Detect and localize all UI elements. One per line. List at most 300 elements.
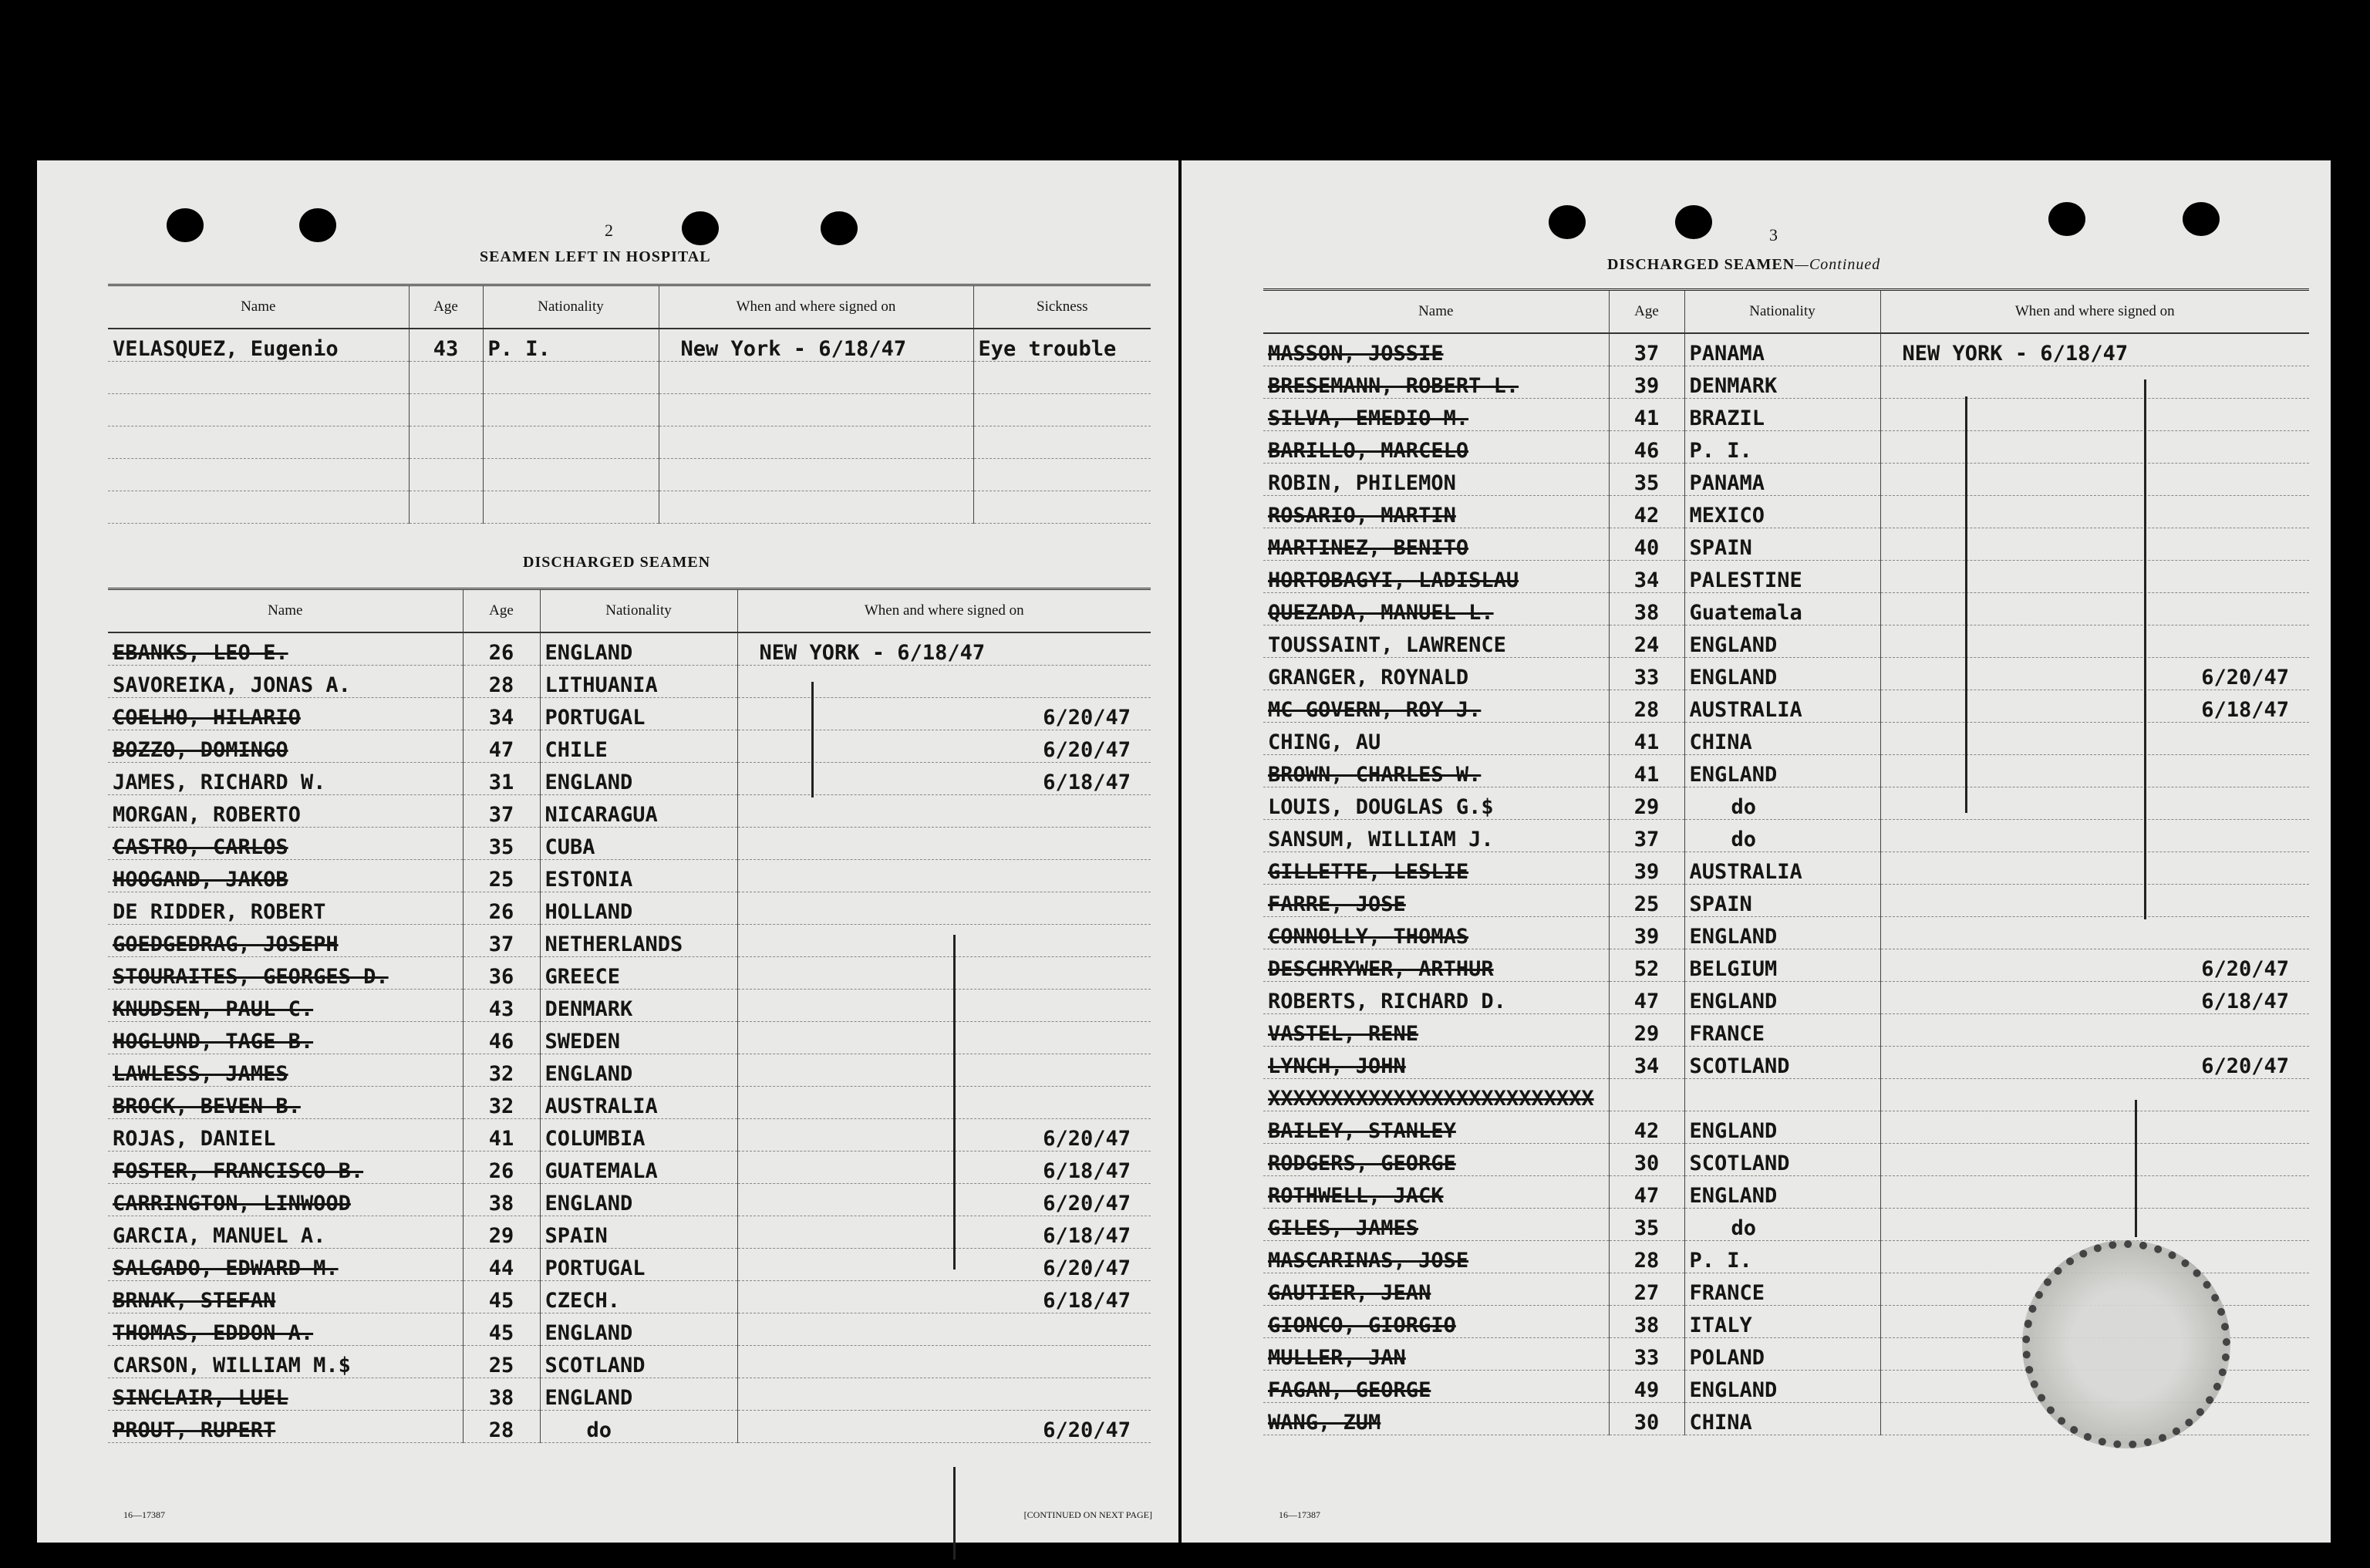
age-cell: 26 bbox=[463, 632, 540, 666]
age-cell: 42 bbox=[1609, 496, 1684, 528]
age-cell: 44 bbox=[463, 1249, 540, 1281]
ditto-line bbox=[1965, 396, 1967, 813]
blank-cell bbox=[108, 427, 409, 459]
nationality-cell: ENGLAND bbox=[540, 1054, 737, 1087]
punch-hole bbox=[1549, 205, 1586, 239]
page-number: 3 bbox=[1769, 225, 1778, 244]
name-cell bbox=[108, 632, 463, 666]
age-cell: 41 bbox=[1609, 723, 1684, 755]
blank-cell bbox=[108, 459, 409, 491]
name-cell bbox=[108, 1184, 463, 1216]
nationality-cell: ENGLAND bbox=[1684, 1371, 1880, 1403]
age-cell: 47 bbox=[1609, 982, 1684, 1014]
when-cell: 6/18/47 bbox=[737, 1216, 1151, 1249]
seaman-name: MARTINEZ, BENITO bbox=[1268, 536, 1469, 560]
name-cell bbox=[1263, 658, 1609, 690]
blank-cell bbox=[108, 362, 409, 394]
blank-cell bbox=[973, 491, 1151, 524]
table-row bbox=[108, 1022, 1151, 1054]
seaman-name: LYNCH, JOHN bbox=[1268, 1054, 1406, 1078]
column-header-nationality: Nationality bbox=[540, 589, 737, 633]
table-row bbox=[108, 1119, 1151, 1152]
blank-cell bbox=[409, 427, 483, 459]
name-cell bbox=[1263, 1241, 1609, 1273]
seaman-name: SALGADO, EDWARD M. bbox=[113, 1256, 339, 1280]
when-cell bbox=[737, 1378, 1151, 1411]
hospital-table bbox=[108, 284, 1151, 524]
when-cell bbox=[737, 957, 1151, 990]
name-cell bbox=[1263, 690, 1609, 723]
age-cell: 47 bbox=[1609, 1176, 1684, 1209]
seaman-name: BRNAK, STEFAN bbox=[113, 1289, 276, 1313]
column-header-name: Name bbox=[108, 589, 463, 633]
nationality-cell: NICARAGUA bbox=[540, 795, 737, 828]
seaman-name: ROTHWELL, JACK bbox=[1268, 1184, 1444, 1208]
blank-cell bbox=[973, 362, 1151, 394]
when-cell: 6/20/47 bbox=[1880, 1047, 2309, 1079]
name-cell bbox=[1263, 496, 1609, 528]
when-cell: 6/20/47 bbox=[737, 730, 1151, 763]
name-cell bbox=[108, 1378, 463, 1411]
name-cell bbox=[1263, 1144, 1609, 1176]
ditto-line bbox=[953, 1467, 956, 1560]
seaman-name: SAVOREIKA, JONAS A. bbox=[113, 673, 351, 697]
seaman-name: MULLER, JAN bbox=[1268, 1346, 1406, 1370]
name-cell bbox=[108, 329, 409, 362]
when-cell bbox=[1880, 1014, 2309, 1047]
seaman-name: GILLETTE, LESLIE bbox=[1268, 860, 1469, 884]
seaman-name: BOZZO, DOMINGO bbox=[113, 738, 288, 762]
age-cell: 45 bbox=[463, 1281, 540, 1313]
column-header-nationality: Nationality bbox=[1684, 290, 1880, 334]
table-row bbox=[108, 763, 1151, 795]
nationality-cell: CHILE bbox=[540, 730, 737, 763]
name-cell bbox=[108, 666, 463, 698]
table-row bbox=[1263, 723, 2309, 755]
nationality-cell: BRAZIL bbox=[1684, 399, 1880, 431]
when-cell bbox=[1880, 496, 2309, 528]
age-cell: 35 bbox=[463, 828, 540, 860]
when-cell bbox=[1880, 1079, 2309, 1111]
discharged-heading: DISCHARGED SEAMEN bbox=[523, 554, 711, 571]
seaman-name: GOEDGEDRAG, JOSEPH bbox=[113, 932, 339, 956]
seaman-name: RODGERS, GEORGE bbox=[1268, 1152, 1456, 1175]
name-cell bbox=[1263, 917, 1609, 949]
table-row bbox=[108, 795, 1151, 828]
seaman-name: MC GOVERN, ROY J. bbox=[1268, 698, 1482, 722]
name-cell bbox=[108, 1216, 463, 1249]
seaman-name: QUEZADA, MANUEL L. bbox=[1268, 601, 1494, 625]
form-number: 16—17387 bbox=[123, 1509, 165, 1520]
nationality-cell: PORTUGAL bbox=[540, 698, 737, 730]
nationality-cell: PALESTINE bbox=[1684, 561, 1880, 593]
nationality-cell: BELGIUM bbox=[1684, 949, 1880, 982]
nationality-cell bbox=[1684, 1079, 1880, 1111]
when-cell bbox=[737, 1087, 1151, 1119]
nationality-cell: ENGLAND bbox=[1684, 755, 1880, 787]
ditto-line bbox=[2144, 379, 2146, 919]
seaman-name: MORGAN, ROBERTO bbox=[113, 803, 301, 827]
name-cell bbox=[108, 892, 463, 925]
when-cell bbox=[1880, 885, 2309, 917]
when-cell bbox=[1880, 820, 2309, 852]
name-cell bbox=[1263, 1209, 1609, 1241]
seaman-name: COELHO, HILARIO bbox=[113, 706, 301, 730]
table-row bbox=[1263, 1079, 2309, 1111]
name-cell bbox=[108, 1152, 463, 1184]
name-cell bbox=[1263, 431, 1609, 464]
age-cell: 37 bbox=[463, 795, 540, 828]
age-cell: 28 bbox=[463, 1411, 540, 1443]
age-cell: 46 bbox=[1609, 431, 1684, 464]
name-cell bbox=[108, 1022, 463, 1054]
age-cell: 30 bbox=[1609, 1144, 1684, 1176]
table-row bbox=[108, 990, 1151, 1022]
when-cell: 6/20/47 bbox=[737, 1411, 1151, 1443]
name-cell bbox=[1263, 787, 1609, 820]
blank-cell bbox=[659, 427, 973, 459]
name-cell bbox=[108, 1249, 463, 1281]
when-cell bbox=[1880, 917, 2309, 949]
age-cell: 39 bbox=[1609, 852, 1684, 885]
seaman-name: PROUT, RUPERT bbox=[113, 1418, 276, 1442]
age-cell: 46 bbox=[463, 1022, 540, 1054]
nationality-cell: CZECH. bbox=[540, 1281, 737, 1313]
table-row bbox=[1263, 1111, 2309, 1144]
when-cell: New York - 6/18/47 bbox=[659, 329, 973, 362]
table-row bbox=[1263, 593, 2309, 626]
nationality-cell: COLUMBIA bbox=[540, 1119, 737, 1152]
seaman-name: DESCHRYWER, ARTHUR bbox=[1268, 957, 1494, 981]
seaman-name: STOURAITES, GEORGES D. bbox=[113, 965, 389, 989]
table-row bbox=[1263, 949, 2309, 982]
when-cell: 6/18/47 bbox=[1880, 690, 2309, 723]
table-row bbox=[108, 632, 1151, 666]
table-row bbox=[1263, 1209, 2309, 1241]
column-header-when: When and where signed on bbox=[737, 589, 1151, 633]
table-row bbox=[108, 1184, 1151, 1216]
name-cell bbox=[1263, 1371, 1609, 1403]
nationality-cell: ENGLAND bbox=[1684, 917, 1880, 949]
table-row bbox=[108, 730, 1151, 763]
punch-hole bbox=[299, 208, 336, 242]
seaman-name: CARSON, WILLIAM M.$ bbox=[113, 1354, 351, 1377]
discharged-table bbox=[108, 588, 1151, 1443]
name-cell bbox=[108, 1411, 463, 1443]
table-row bbox=[108, 1249, 1151, 1281]
nationality-cell: CUBA bbox=[540, 828, 737, 860]
seaman-name: LAWLESS, JAMES bbox=[113, 1062, 288, 1086]
blank-cell bbox=[973, 394, 1151, 427]
seaman-name: HORTOBAGYI, LADISLAU bbox=[1268, 568, 1519, 592]
when-cell bbox=[1880, 1144, 2309, 1176]
name-cell bbox=[1263, 1047, 1609, 1079]
blank-cell bbox=[483, 394, 659, 427]
name-cell bbox=[1263, 593, 1609, 626]
nationality-cell: SCOTLAND bbox=[1684, 1047, 1880, 1079]
nationality-cell: CHINA bbox=[1684, 723, 1880, 755]
table-row bbox=[1263, 561, 2309, 593]
name-cell bbox=[108, 698, 463, 730]
seaman-name: ROBIN, PHILEMON bbox=[1268, 471, 1456, 495]
table-row bbox=[1263, 528, 2309, 561]
discharged-continued-heading bbox=[1607, 256, 1880, 274]
column-header-name: Name bbox=[108, 285, 409, 329]
name-cell bbox=[1263, 366, 1609, 399]
punch-hole bbox=[1675, 205, 1712, 239]
table-row bbox=[1263, 496, 2309, 528]
seaman-name: GRANGER, ROYNALD bbox=[1268, 666, 1469, 690]
when-cell bbox=[737, 1054, 1151, 1087]
nationality-cell: PORTUGAL bbox=[540, 1249, 737, 1281]
blank-row bbox=[108, 427, 1151, 459]
age-cell: 30 bbox=[1609, 1403, 1684, 1435]
table-row bbox=[1263, 852, 2309, 885]
punch-hole bbox=[682, 211, 719, 245]
seaman-name: VASTEL, RENE bbox=[1268, 1022, 1419, 1046]
when-cell bbox=[737, 666, 1151, 698]
age-cell bbox=[1609, 1079, 1684, 1111]
when-cell: NEW YORK - 6/18/47 bbox=[737, 632, 1151, 666]
when-cell bbox=[737, 1346, 1151, 1378]
age-cell: 39 bbox=[1609, 917, 1684, 949]
age-cell: 39 bbox=[1609, 366, 1684, 399]
name-cell bbox=[1263, 399, 1609, 431]
name-cell bbox=[108, 1119, 463, 1152]
name-cell bbox=[108, 795, 463, 828]
age-cell: 28 bbox=[463, 666, 540, 698]
seaman-name: BROWN, CHARLES W. bbox=[1268, 763, 1482, 787]
when-cell: 6/20/47 bbox=[1880, 658, 2309, 690]
table-row bbox=[1263, 1047, 2309, 1079]
age-cell: 29 bbox=[463, 1216, 540, 1249]
seaman-name: GILES, JAMES bbox=[1268, 1216, 1419, 1240]
column-header-when: When and where signed on bbox=[659, 285, 973, 329]
name-cell bbox=[1263, 852, 1609, 885]
when-cell bbox=[1880, 1209, 2309, 1241]
nationality-cell: AUSTRALIA bbox=[540, 1087, 737, 1119]
when-cell bbox=[1880, 431, 2309, 464]
when-cell bbox=[737, 892, 1151, 925]
nationality-cell: SCOTLAND bbox=[1684, 1144, 1880, 1176]
name-cell bbox=[108, 1054, 463, 1087]
name-cell bbox=[108, 1281, 463, 1313]
when-cell: 6/18/47 bbox=[737, 763, 1151, 795]
heading-main: DISCHARGED SEAMEN bbox=[1607, 256, 1795, 273]
seaman-name: HOOGAND, JAKOB bbox=[113, 868, 288, 892]
blank-cell bbox=[409, 491, 483, 524]
blank-cell bbox=[973, 427, 1151, 459]
when-cell: NEW YORK - 6/18/47 bbox=[1880, 333, 2309, 366]
nationality-cell: do bbox=[540, 1411, 737, 1443]
when-cell bbox=[1880, 787, 2309, 820]
name-cell bbox=[1263, 723, 1609, 755]
age-cell: 41 bbox=[463, 1119, 540, 1152]
when-cell bbox=[1880, 852, 2309, 885]
table-row bbox=[108, 1087, 1151, 1119]
table-row bbox=[1263, 982, 2309, 1014]
table-row bbox=[1263, 399, 2309, 431]
nationality-cell: FRANCE bbox=[1684, 1273, 1880, 1306]
table-row bbox=[1263, 787, 2309, 820]
name-cell bbox=[108, 1087, 463, 1119]
discharged-continued-header bbox=[1263, 290, 2309, 334]
name-cell bbox=[1263, 561, 1609, 593]
age-cell: 52 bbox=[1609, 949, 1684, 982]
when-cell bbox=[737, 1022, 1151, 1054]
nationality-cell: ENGLAND bbox=[1684, 626, 1880, 658]
name-cell bbox=[108, 957, 463, 990]
table-row bbox=[108, 860, 1151, 892]
nationality-cell: FRANCE bbox=[1684, 1014, 1880, 1047]
when-cell: 6/20/47 bbox=[737, 1119, 1151, 1152]
name-cell bbox=[1263, 982, 1609, 1014]
table-row bbox=[1263, 366, 2309, 399]
nationality-cell: ENGLAND bbox=[1684, 1111, 1880, 1144]
table-row bbox=[108, 925, 1151, 957]
age-cell: 37 bbox=[463, 925, 540, 957]
when-cell bbox=[1880, 1176, 2309, 1209]
when-cell bbox=[737, 1313, 1151, 1346]
nationality-cell: SCOTLAND bbox=[540, 1346, 737, 1378]
seaman-name: FARRE, JOSE bbox=[1268, 892, 1406, 916]
seaman-name: LOUIS, DOUGLAS G.$ bbox=[1268, 795, 1494, 819]
age-cell: 25 bbox=[1609, 885, 1684, 917]
when-cell bbox=[1880, 366, 2309, 399]
nationality-cell: SWEDEN bbox=[540, 1022, 737, 1054]
heading-suffix: —Continued bbox=[1795, 256, 1881, 273]
table-row bbox=[108, 1216, 1151, 1249]
seaman-name: TOUSSAINT, LAWRENCE bbox=[1268, 633, 1506, 657]
nationality-cell: ENGLAND bbox=[1684, 982, 1880, 1014]
name-cell bbox=[1263, 820, 1609, 852]
nationality-cell: PANAMA bbox=[1684, 464, 1880, 496]
name-cell bbox=[1263, 1403, 1609, 1435]
name-cell bbox=[108, 828, 463, 860]
table-row bbox=[108, 1152, 1151, 1184]
age-cell: 26 bbox=[463, 892, 540, 925]
table-row bbox=[1263, 658, 2309, 690]
nationality-cell: ENGLAND bbox=[540, 1184, 737, 1216]
table-row bbox=[1263, 464, 2309, 496]
punch-hole bbox=[2048, 202, 2085, 236]
when-cell bbox=[737, 925, 1151, 957]
left-page bbox=[37, 160, 1178, 1543]
column-header-age: Age bbox=[1609, 290, 1684, 334]
nationality-cell: HOLLAND bbox=[540, 892, 737, 925]
name-cell bbox=[108, 730, 463, 763]
name-cell bbox=[108, 925, 463, 957]
column-header-nationality: Nationality bbox=[483, 285, 659, 329]
sickness-cell: Eye trouble bbox=[973, 329, 1151, 362]
nationality-cell: NETHERLANDS bbox=[540, 925, 737, 957]
punch-hole bbox=[167, 208, 204, 242]
age-cell: 43 bbox=[409, 329, 483, 362]
age-cell: 27 bbox=[1609, 1273, 1684, 1306]
name-cell bbox=[1263, 1338, 1609, 1371]
name-cell bbox=[1263, 626, 1609, 658]
age-cell: 24 bbox=[1609, 626, 1684, 658]
table-row bbox=[108, 1378, 1151, 1411]
age-cell: 41 bbox=[1609, 399, 1684, 431]
when-cell: 6/20/47 bbox=[737, 698, 1151, 730]
name-cell bbox=[108, 763, 463, 795]
blank-row bbox=[108, 459, 1151, 491]
when-cell: 6/18/47 bbox=[1880, 982, 2309, 1014]
seaman-name: VELASQUEZ, Eugenio bbox=[113, 337, 339, 361]
age-cell: 25 bbox=[463, 860, 540, 892]
blank-cell bbox=[483, 362, 659, 394]
age-cell: 49 bbox=[1609, 1371, 1684, 1403]
age-cell: 41 bbox=[1609, 755, 1684, 787]
ditto-line bbox=[953, 935, 956, 1270]
table-row bbox=[1263, 1144, 2309, 1176]
name-cell bbox=[1263, 885, 1609, 917]
table-row bbox=[1263, 626, 2309, 658]
table-row bbox=[108, 329, 1151, 362]
seaman-name: CARRINGTON, LINWOOD bbox=[113, 1192, 351, 1216]
table-row bbox=[1263, 333, 2309, 366]
nationality-cell: GUATEMALA bbox=[540, 1152, 737, 1184]
blank-cell bbox=[659, 362, 973, 394]
nationality-cell: ESTONIA bbox=[540, 860, 737, 892]
when-cell bbox=[737, 860, 1151, 892]
hospital-table-header bbox=[108, 285, 1151, 329]
age-cell: 33 bbox=[1609, 658, 1684, 690]
blank-cell bbox=[409, 394, 483, 427]
nationality-cell: P. I. bbox=[1684, 431, 1880, 464]
name-cell bbox=[1263, 1273, 1609, 1306]
name-cell bbox=[1263, 1014, 1609, 1047]
ditto-line bbox=[2135, 1100, 2137, 1237]
seaman-name: XXXXXXXXXXXXXXXXXXXXXXXXXX bbox=[1268, 1087, 1594, 1111]
table-row bbox=[1263, 1176, 2309, 1209]
column-header-sickness: Sickness bbox=[973, 285, 1151, 329]
when-cell: 6/18/47 bbox=[737, 1152, 1151, 1184]
table-row bbox=[108, 892, 1151, 925]
blank-cell bbox=[483, 491, 659, 524]
column-header-name: Name bbox=[1263, 290, 1609, 334]
when-cell bbox=[1880, 561, 2309, 593]
nationality-cell: LITHUANIA bbox=[540, 666, 737, 698]
nationality-cell: ENGLAND bbox=[540, 1378, 737, 1411]
name-cell bbox=[1263, 1176, 1609, 1209]
seaman-name: BRESEMANN, ROBERT L. bbox=[1268, 374, 1519, 398]
when-cell bbox=[737, 828, 1151, 860]
nationality-cell: Guatemala bbox=[1684, 593, 1880, 626]
age-cell: 42 bbox=[1609, 1111, 1684, 1144]
age-cell: 37 bbox=[1609, 333, 1684, 366]
age-cell: 45 bbox=[463, 1313, 540, 1346]
when-cell bbox=[1880, 755, 2309, 787]
blank-cell bbox=[659, 394, 973, 427]
nationality-cell: ENGLAND bbox=[1684, 658, 1880, 690]
seaman-name: BAILEY, STANLEY bbox=[1268, 1119, 1456, 1143]
when-cell bbox=[1880, 528, 2309, 561]
seaman-name: MASSON, JOSSIE bbox=[1268, 342, 1444, 366]
nationality-cell: ENGLAND bbox=[540, 1313, 737, 1346]
blank-cell bbox=[973, 459, 1151, 491]
ditto-line bbox=[811, 682, 814, 797]
seaman-name: SANSUM, WILLIAM J. bbox=[1268, 828, 1494, 851]
name-cell bbox=[108, 860, 463, 892]
table-row bbox=[108, 1411, 1151, 1443]
nationality-cell: do bbox=[1684, 820, 1880, 852]
name-cell bbox=[1263, 528, 1609, 561]
table-row bbox=[108, 828, 1151, 860]
when-cell: 6/20/47 bbox=[737, 1249, 1151, 1281]
column-header-when: When and where signed on bbox=[1880, 290, 2309, 334]
